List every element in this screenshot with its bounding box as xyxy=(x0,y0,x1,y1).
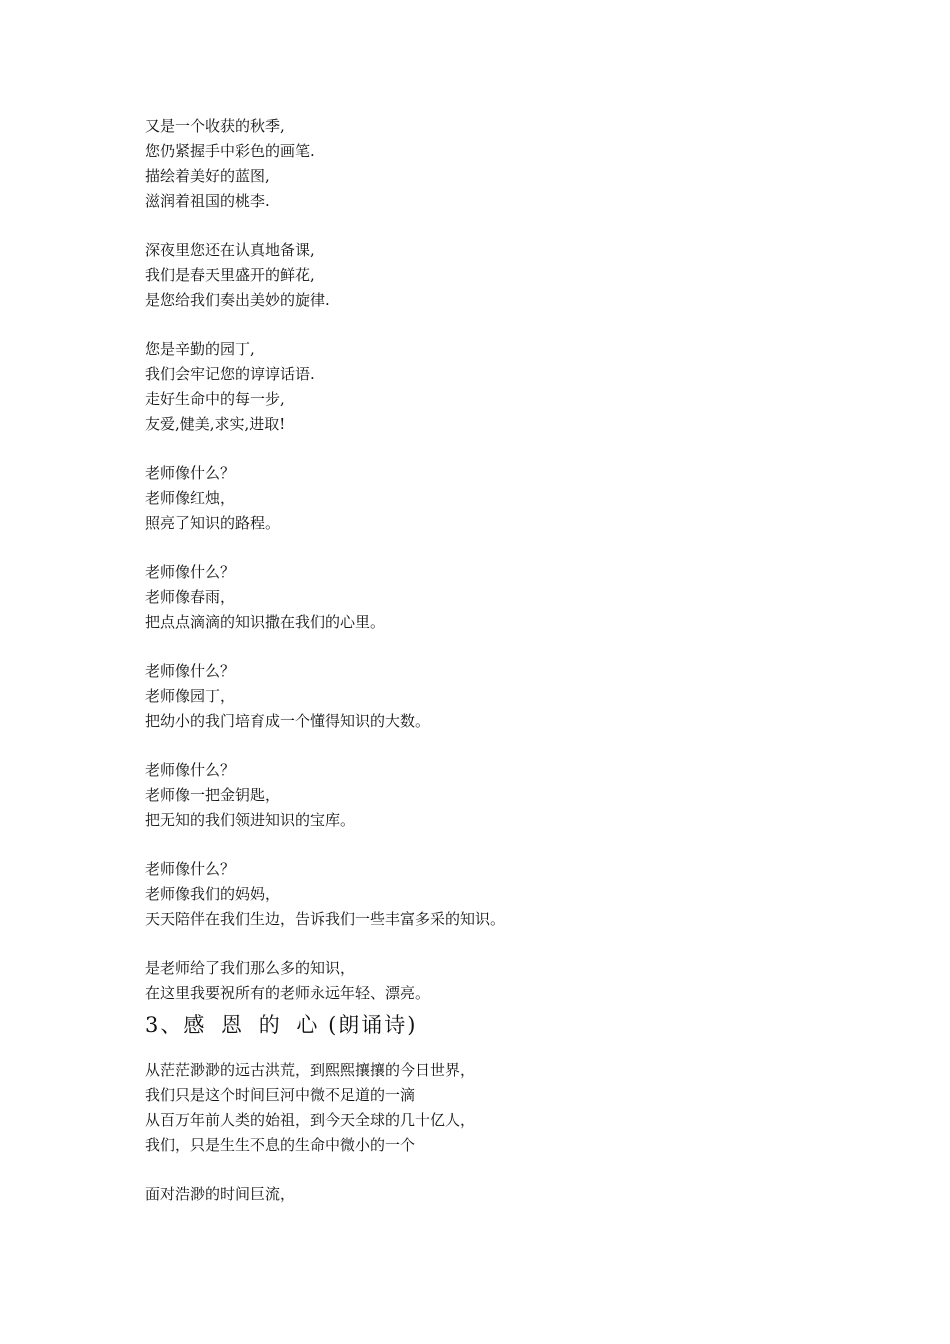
poem-line: 老师像什么？ xyxy=(145,662,236,680)
poem-line: 又是一个收获的秋季, xyxy=(145,117,285,135)
poem-line: 是您给我们奏出美妙的旋律. xyxy=(145,291,330,309)
stanza-2 xyxy=(145,238,845,313)
poem-line: 我们只是这个时间巨河中微不足道的一滴 xyxy=(145,1086,416,1104)
poem-line: 滋润着祖国的桃李. xyxy=(145,192,270,210)
poem-line: 从茫茫渺渺的远古洪荒，到熙熙攘攘的今日世界， xyxy=(145,1061,476,1079)
poem-line: 天天陪伴在我们生边，告诉我们一些丰富多采的知识。 xyxy=(145,910,506,928)
poem-line: 照亮了知识的路程。 xyxy=(145,514,281,532)
stanza-6 xyxy=(145,659,845,734)
poem-line: 把幼小的我门培育成一个懂得知识的大数。 xyxy=(145,712,431,730)
section-title: 感 恩 的 心 xyxy=(183,1013,320,1037)
stanza-7 xyxy=(145,758,845,833)
poem-line: 老师像什么？ xyxy=(145,761,236,779)
section-number: 3、 xyxy=(145,1013,184,1037)
poem-line: 友爱,健美,求实,进取! xyxy=(145,415,286,433)
poem-line: 老师像什么？ xyxy=(145,563,236,581)
poem-line: 您是辛勤的园丁, xyxy=(145,340,255,358)
poem-line: 把点点滴滴的知识撒在我们的心里。 xyxy=(145,613,386,631)
poem-line: 老师像春雨， xyxy=(145,588,236,606)
stanza-5 xyxy=(145,560,845,635)
poem-line: 我们是春天里盛开的鲜花, xyxy=(145,266,315,284)
stanza-11 xyxy=(145,1182,845,1207)
document-body xyxy=(145,114,845,1231)
poem-line: 您仍紧握手中彩色的画笔. xyxy=(145,142,315,160)
poem-line: 走好生命中的每一步, xyxy=(145,390,285,408)
poem-line: 老师像园丁， xyxy=(145,687,236,705)
stanza-9 xyxy=(145,956,845,1006)
poem-line: 老师像红烛， xyxy=(145,489,236,507)
poem-line: 我们，只是生生不息的生命中微小的一个 xyxy=(145,1136,416,1154)
poem-line: 老师像一把金钥匙， xyxy=(145,786,281,804)
stanza-4 xyxy=(145,461,845,536)
poem-line: 描绘着美好的蓝图, xyxy=(145,167,270,185)
section-subtitle: (朗诵诗) xyxy=(328,1013,418,1037)
poem-line: 老师像什么？ xyxy=(145,464,236,482)
poem-line: 我们会牢记您的谆谆话语. xyxy=(145,365,315,383)
poem-line: 面对浩渺的时间巨流， xyxy=(145,1185,296,1203)
poem-line: 在这里我要祝所有的老师永远年轻、漂亮。 xyxy=(145,984,431,1002)
poem-line: 老师像我们的妈妈， xyxy=(145,885,281,903)
poem-line: 深夜里您还在认真地备课, xyxy=(145,241,315,259)
stanza-3 xyxy=(145,337,845,437)
poem-line: 是老师给了我们那么多的知识， xyxy=(145,959,356,977)
section-heading xyxy=(145,1010,845,1040)
poem-line: 把无知的我们领进知识的宝库。 xyxy=(145,811,356,829)
poem-line: 老师像什么？ xyxy=(145,860,236,878)
poem-line: 从百万年前人类的始祖，到今天全球的几十亿人， xyxy=(145,1111,476,1129)
stanza-10 xyxy=(145,1058,845,1158)
stanza-8 xyxy=(145,857,845,932)
stanza-1 xyxy=(145,114,845,214)
